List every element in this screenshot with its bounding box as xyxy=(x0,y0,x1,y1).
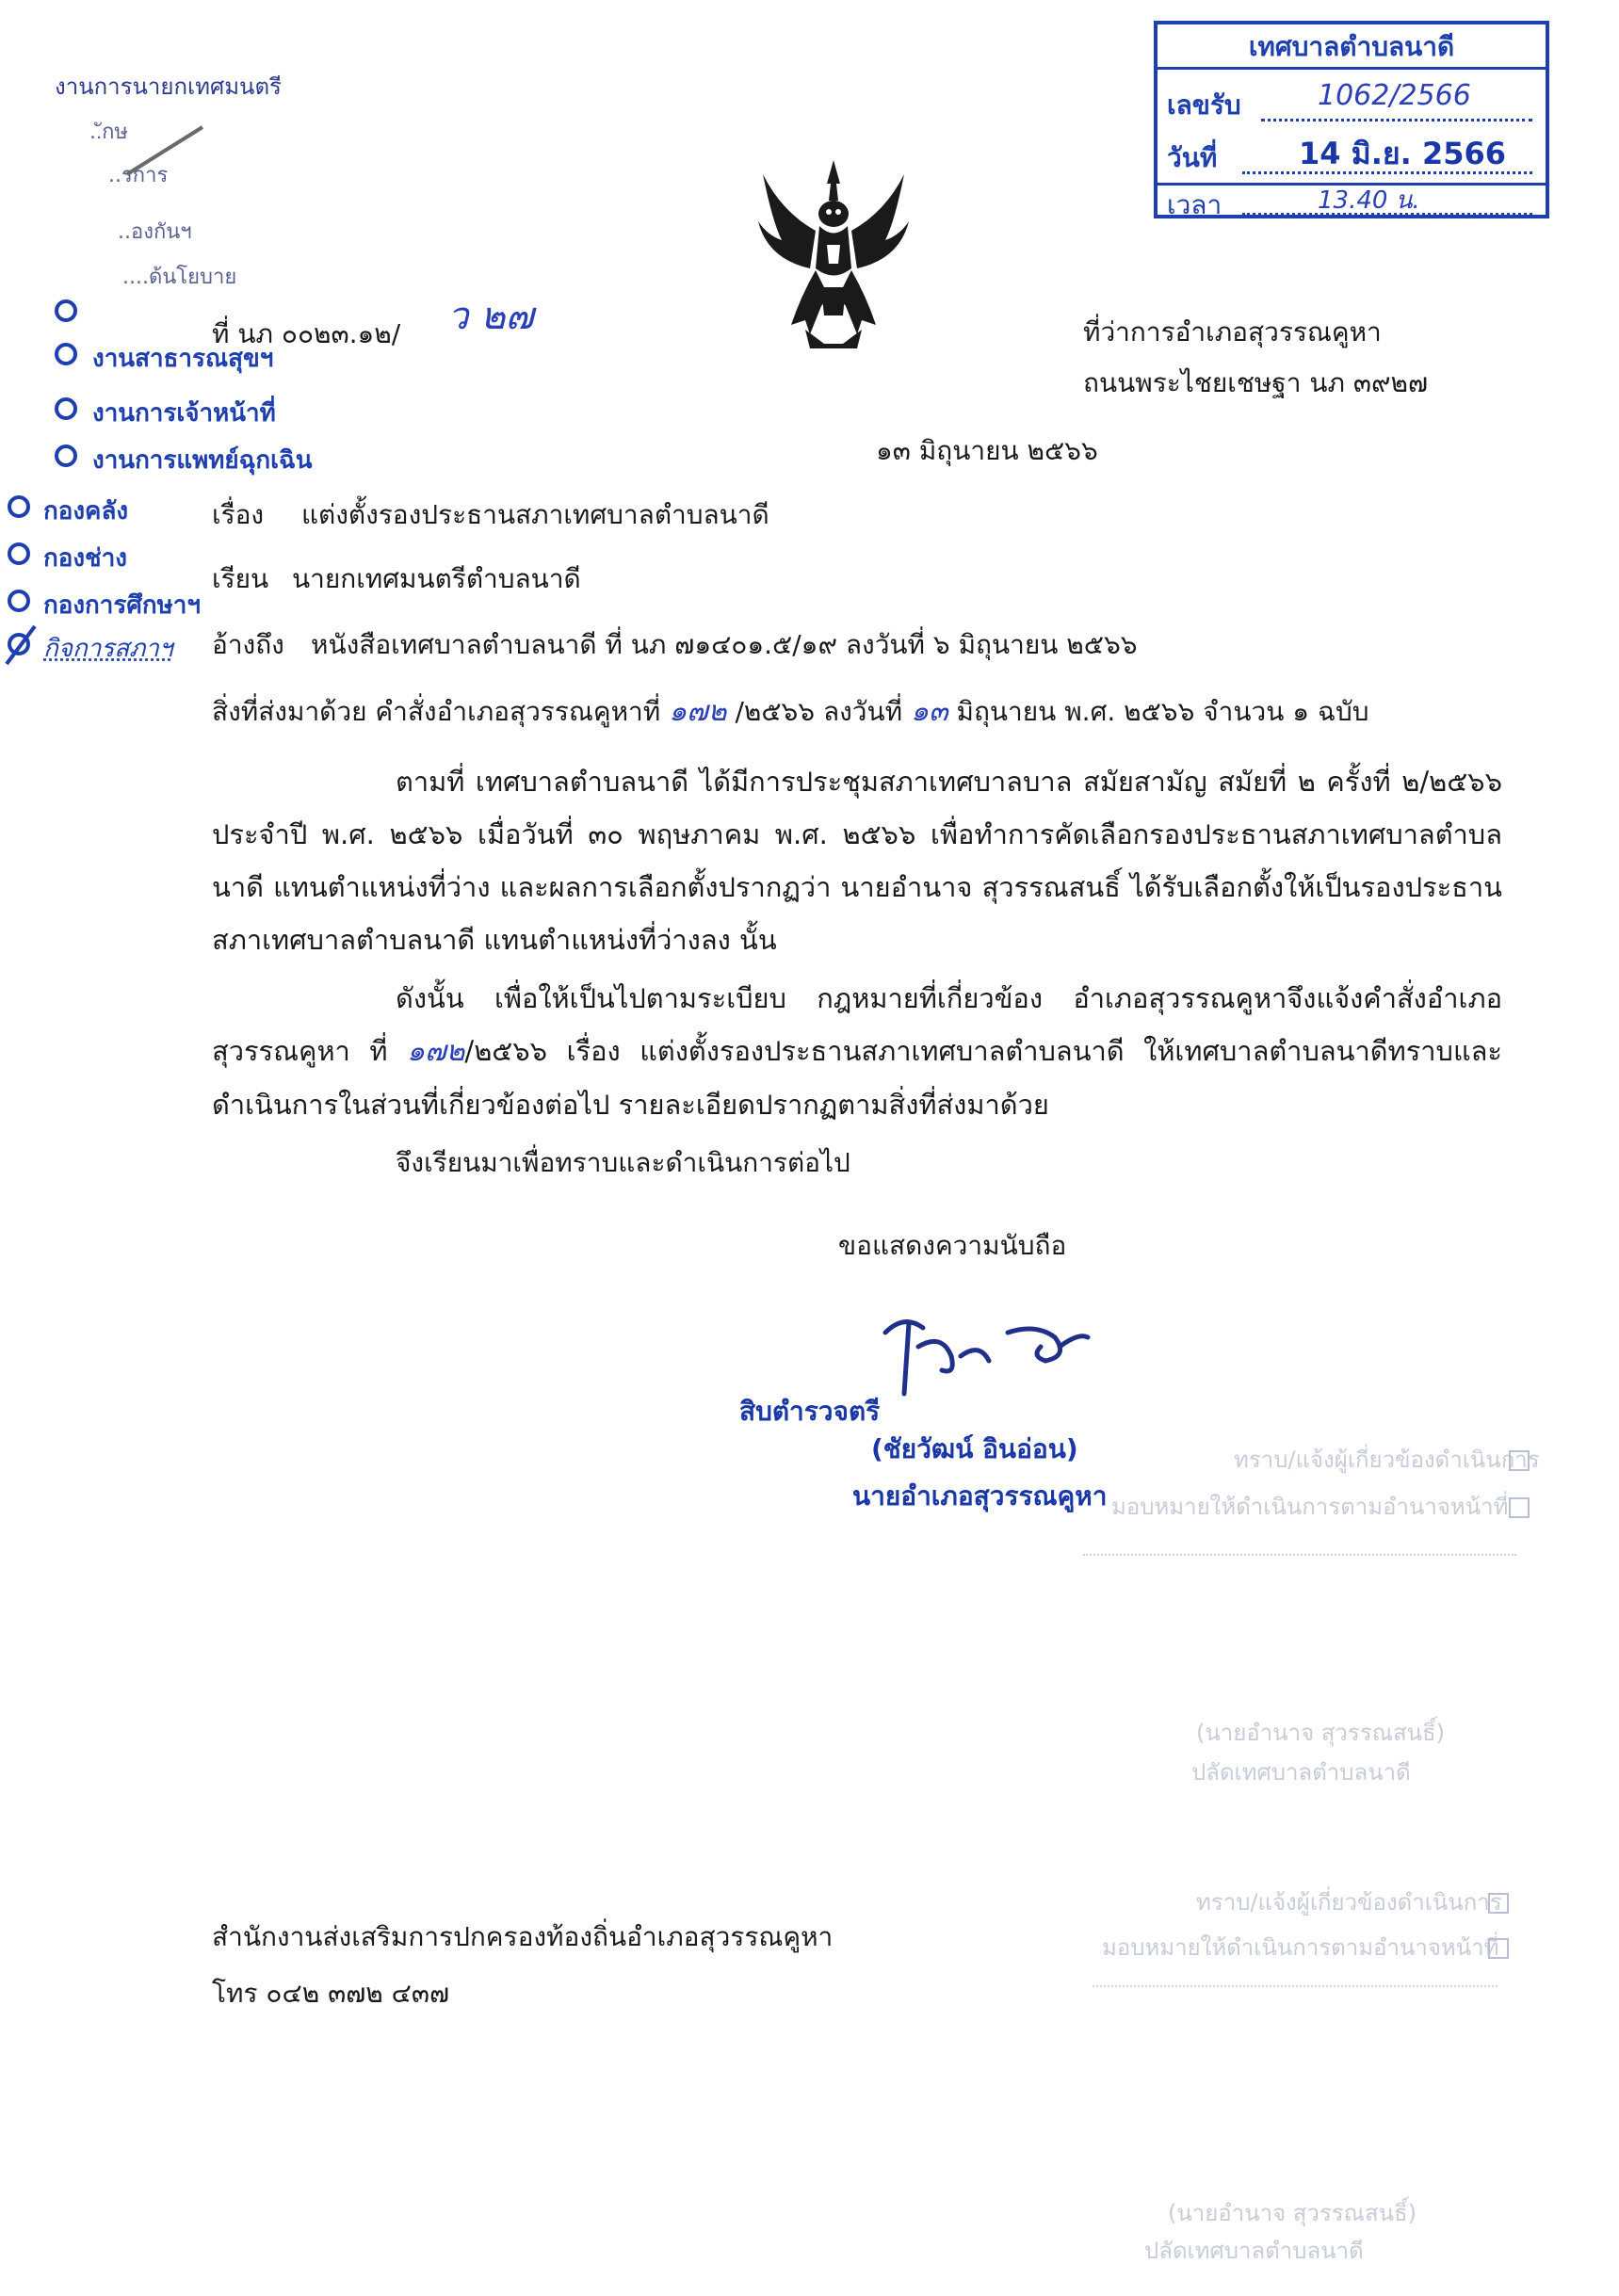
check-circle-icon xyxy=(55,299,77,322)
office-address-line2: ถนนพระไชยเชษฐา นภ ๓๙๒๗ xyxy=(1083,367,1429,398)
bleed-text: (นายอำนาจ สุวรรณสนธิ์) xyxy=(1196,1720,1446,1746)
enclosure-label: สิ่งที่ส่งมาด้วย xyxy=(212,696,367,727)
routing-item: กองคลัง xyxy=(43,497,129,525)
check-circle-icon xyxy=(8,495,30,518)
check-mark-icon xyxy=(2,622,40,669)
to-text: นายกเทศมนตรีตำบลนาดี xyxy=(292,563,581,594)
routing-partial: ....ด้นโยบาย xyxy=(122,266,237,289)
bleed-text: ปลัดเทศบาลตำบลนาดี xyxy=(1191,1759,1411,1786)
stamp-title: เทศบาลตำบลนาดี xyxy=(1158,24,1546,70)
office-address-line1: ที่ว่าการอำเภอสุวรรณคูหา xyxy=(1083,316,1382,348)
routing-partial: ..ักษ xyxy=(89,121,128,144)
check-circle-icon xyxy=(8,590,30,612)
routing-item: กองการศึกษาฯ xyxy=(43,591,201,620)
footer-phone: โทร ๐๔๒ ๓๗๒ ๔๓๗ xyxy=(212,1978,450,2009)
stamp-date-value: 14 มิ.ย. 2566 xyxy=(1299,136,1507,171)
bleed-text: (นายอำนาจ สุวรรณสนธิ์) xyxy=(1168,2200,1417,2226)
check-circle-icon xyxy=(55,343,77,365)
check-circle-icon xyxy=(55,397,77,420)
enclosure-line: สิ่งที่ส่งมาด้วย คำสั่งอำเภอสุวรรณคูหาที่ ๑๗๒ /๒๕๖๖ ลงวันที่ ๑๓ มิถุนายน พ.ศ. ๒๕๖๖ จำนวน ๑ ฉบับ xyxy=(212,695,1369,728)
routing-item: งานการเจ้าหน้าที่ xyxy=(92,399,276,428)
bleed-text: ปลัดเทศบาลตำบลนาดี xyxy=(1144,2238,1364,2264)
receipt-stamp xyxy=(1154,21,1549,218)
footer-office: สำนักงานส่งเสริมการปกครองท้องถิ่นอำเภอสุวรรณคูหา xyxy=(212,1921,834,1952)
reference-label: อ้างถึง xyxy=(212,629,284,660)
routing-item: กิจการสภาฯ xyxy=(43,635,173,663)
stamp-time-label: เวลา xyxy=(1167,189,1222,220)
stamp-receipt-value: 1062/2566 xyxy=(1318,79,1471,112)
ref-number-handwritten: ว ๒๗ xyxy=(447,295,534,338)
stamp-date-label: วันที่ xyxy=(1167,142,1218,173)
body-paragraph-2: ดังนั้น เพื่อให้เป็นไปตามระเบียบ กฎหมายที่เกี่ยวข้อง อำเภอสุวรรณคูหาจึงแจ้งคำสั่งอำเภอสุวรรณคูหา ที่ ๑๗๒/๒๕๖๖ เรื่อง แต่งตั้งรองประธานสภาเทศบาลตำบลนาดี ให้เทศบาลตำบลนาดีทราบและดำเนินการในส่วนที่เกี่ยวข้องต่อไป รายละเอียดปรากฏตามสิ่งที่ส่งมาด้วย xyxy=(212,982,1502,1121)
routing-header: งานการนายกเทศมนตรี xyxy=(55,73,282,100)
enclosure-handwritten-day: ๑๓ xyxy=(911,695,948,728)
order-handwritten-number: ๑๗๒ xyxy=(407,1035,465,1068)
bleed-text: ทราบ/แจ้งผู้เกี่ยวข้องดำเนินการ xyxy=(1234,1447,1540,1473)
routing-item: งานสาธารณสุขฯ xyxy=(92,345,274,373)
subject-text: แต่งตั้งรองประธานสภาเทศบาลตำบลนาดี xyxy=(301,499,769,530)
ref-number: ที่ นภ ๐๐๒๓.๑๒/ xyxy=(212,318,401,349)
signer-rank: สิบตำรวจตรี xyxy=(739,1396,881,1427)
garuda-emblem-icon xyxy=(753,155,914,353)
body-paragraph-1: ตามที่ เทศบาลตำบลนาดี ได้มีการประชุมสภาเทศบาลบาล สมัยสามัญ สมัยที่ ๒ ครั้งที่ ๒/๒๕๖๖ ประจำปี พ.ศ. ๒๕๖๖ เมื่อวันที่ ๓๐ พฤษภาคม พ.ศ. ๒๕๖๖ เพื่อทำการคัดเลือกรองประธานสภาเทศบาลตำบลนาดี แทนตำแหน่งที่ว่าง และผลการเลือกตั้งปรากฏว่า นายอำนาจ สุวรรณสนธิ์ ได้รับเลือกตั้งให้เป็นรองประธานสภาเทศบาลตำบลนาดี แทนตำแหน่งที่ว่างลง นั้น xyxy=(212,766,1502,956)
regards-line: ขอแสดงความนับถือ xyxy=(838,1230,1067,1261)
stamp-receipt-label: เลขรับ xyxy=(1167,89,1241,121)
stamp-time-value: 13.40 น. xyxy=(1318,186,1420,215)
signer-name: (ชัยวัฒน์ อินอ่อน) xyxy=(871,1433,1078,1464)
routing-item: งานการแพทย์ฉุกเฉิน xyxy=(92,446,313,475)
signature-icon xyxy=(866,1304,1093,1408)
routing-partial: ..องกันฯ xyxy=(118,220,192,244)
enclosure-handwritten-number: ๑๗๒ xyxy=(669,695,727,728)
check-circle-icon xyxy=(8,542,30,565)
bleed-text: ทราบ/แจ้งผู้เกี่ยวข้องดำเนินการ xyxy=(1196,1889,1502,1916)
reference-text: หนังสือเทศบาลตำบลนาดี ที่ นภ ๗๑๔๐๑.๕/๑๙ ลงวันที่ ๖ มิถุนายน ๒๕๖๖ xyxy=(311,629,1138,660)
bleed-text: มอบหมายให้ดำเนินการตามอำนาจหน้าที่ xyxy=(1102,1934,1499,1961)
to-label: เรียน xyxy=(212,563,269,594)
routing-item: กองช่าง xyxy=(43,544,127,573)
bleed-text: มอบหมายให้ดำเนินการตามอำนาจหน้าที่ xyxy=(1111,1494,1509,1520)
closing-line: จึงเรียนมาเพื่อทราบและดำเนินการต่อไป xyxy=(396,1147,850,1178)
signer-title: นายอำเภอสุวรรณคูหา xyxy=(852,1480,1108,1512)
letter-date: ๑๓ มิถุนายน ๒๕๖๖ xyxy=(876,435,1098,466)
check-circle-icon xyxy=(55,445,77,467)
routing-partial: ..รการ xyxy=(108,164,169,187)
check-mark-icon xyxy=(122,122,207,179)
subject-label: เรื่อง xyxy=(212,499,265,530)
